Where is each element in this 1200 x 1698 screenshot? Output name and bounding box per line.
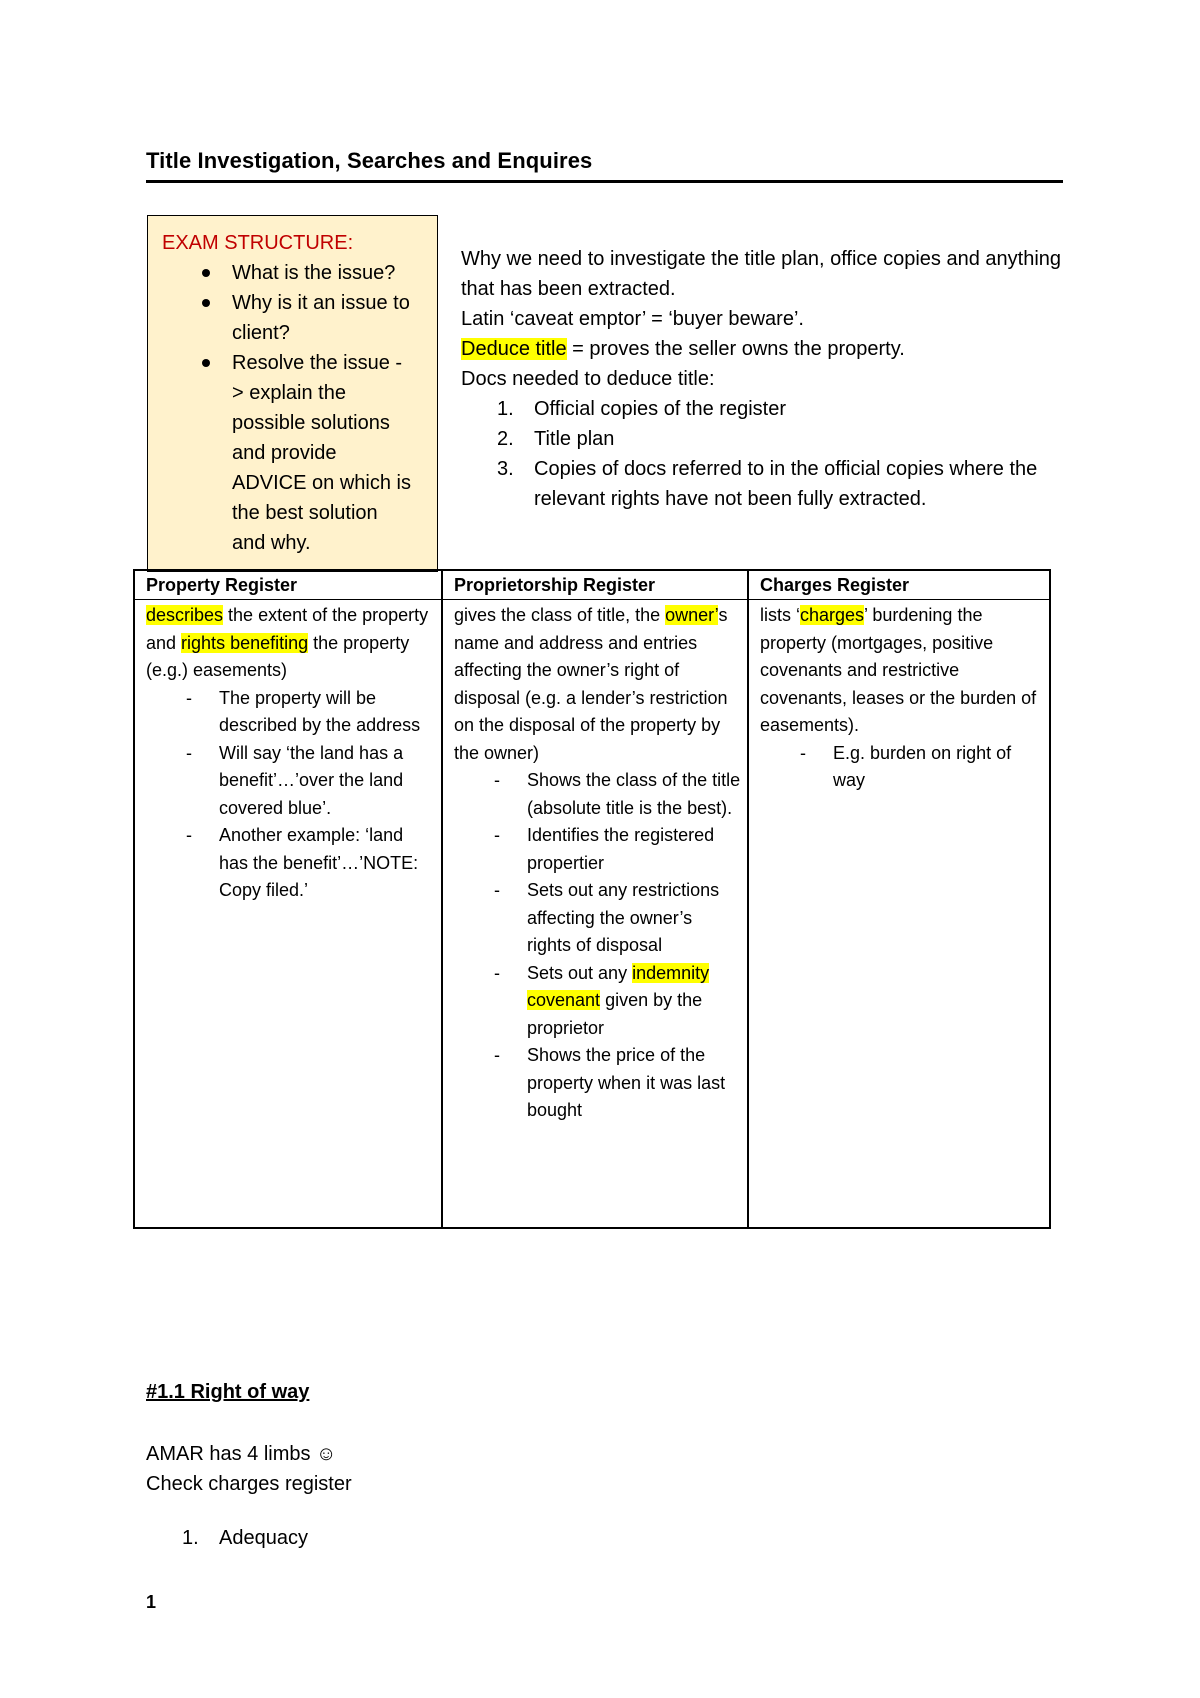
numbered-list	[182, 1527, 308, 1550]
highlight: charges	[800, 605, 865, 625]
column-header: Property Register	[135, 571, 441, 600]
exam-structure-heading: EXAM STRUCTURE:	[162, 232, 354, 254]
section-heading: #1.1 Right of way	[146, 1381, 310, 1403]
bullet-list	[454, 767, 741, 1125]
list-item: - Will say ‘the land has a benefit’…’over the land covered blue’.	[146, 740, 435, 823]
why-investigate-text	[461, 244, 1081, 514]
list-item: - Sets out any restrictions affecting the owner’s rights of disposal	[454, 877, 741, 960]
registers-table	[133, 569, 1051, 1229]
list-item: - Identifies the registered propertier	[454, 822, 741, 877]
list-item: Why is it an issue to client?	[162, 288, 412, 348]
list-item: - Another example: ‘land has the benefit’…’NOTE: Copy filed.’	[146, 822, 435, 905]
list-item: Resolve the issue -> explain the possible solutions and provide ADVICE on which is the best solution and why.	[162, 348, 412, 558]
column-body	[749, 600, 1049, 795]
column-header: Proprietorship Register	[443, 571, 747, 600]
column-body	[443, 600, 747, 1125]
item-text: Sets out any	[527, 962, 633, 983]
highlight: indemnity covenant	[527, 962, 710, 1010]
highlight: describes	[146, 605, 224, 625]
list-number: 1.	[182, 1527, 199, 1549]
list-item	[461, 394, 1081, 424]
page-number: 1	[146, 1592, 157, 1612]
docs-intro: Docs needed to deduce title:	[461, 368, 715, 390]
list-text: Adequacy	[219, 1527, 308, 1549]
intro-text: the property (e.g.) easements)	[146, 632, 410, 680]
bullet-list	[146, 685, 435, 905]
page-title: Title Investigation, Searches and Enquires	[146, 148, 593, 173]
deduce-title-definition: = proves the seller owns the property.	[566, 338, 905, 360]
why-line-1: Why we need to investigate the title plan, office copies and anything that has been extracted.	[461, 248, 1062, 300]
highlight: Deduce title	[461, 338, 567, 360]
list-text: Title plan	[534, 428, 615, 450]
intro-text: the extent of the property and	[146, 605, 429, 653]
list-number: 3.	[497, 458, 514, 480]
list-text: Official copies of the register	[534, 398, 786, 420]
list-item: What is the issue?	[162, 258, 412, 288]
list-number: 1.	[497, 398, 514, 420]
intro-text: s name and address and entries affecting the owner’s right of disposal (e.g. a lender’s restriction on the disposal of the property by the owner)	[454, 605, 728, 763]
charges-register-column	[747, 571, 1049, 1227]
list-item: - The property will be described by the address	[146, 685, 435, 740]
amar-line: AMAR has 4 limbs ☺	[146, 1443, 337, 1465]
intro-text: ’ burdening the property (mortgages, positive covenants and restrictive covenants, leases or the burden of easements).	[760, 605, 1037, 735]
column-header: Charges Register	[749, 571, 1049, 600]
proprietorship-register-column	[441, 571, 747, 1227]
column-intro	[760, 602, 1043, 740]
list-item: - E.g. burden on right of way	[760, 740, 1043, 795]
docs-list	[461, 394, 1081, 514]
column-intro	[454, 602, 741, 767]
list-text: Copies of docs referred to in the official copies where the relevant rights have not been fully extracted.	[534, 458, 1038, 510]
intro-text: gives the class of title, the	[454, 605, 666, 625]
exam-structure-list	[162, 258, 437, 558]
check-charges-line: Check charges register	[146, 1473, 352, 1495]
list-item	[454, 960, 741, 1043]
list-item: - Shows the class of the title (absolute title is the best).	[454, 767, 741, 822]
property-register-column	[135, 571, 441, 1227]
item-text: given by the proprietor	[527, 990, 703, 1038]
column-intro	[146, 602, 435, 685]
list-number: 2.	[497, 428, 514, 450]
intro-text: lists ‘	[760, 605, 800, 625]
exam-structure-box	[147, 215, 438, 572]
section-text	[146, 1439, 352, 1499]
highlight: rights benefiting	[181, 632, 309, 653]
list-item	[461, 454, 1081, 514]
deduce-title-line	[461, 334, 1081, 364]
highlight: owner’	[665, 605, 719, 625]
list-item	[461, 424, 1081, 454]
column-body	[135, 600, 441, 905]
list-item: - Shows the price of the property when it was last bought	[454, 1042, 741, 1125]
bullet-list	[760, 740, 1043, 795]
title-underline	[146, 180, 1063, 183]
why-line-2: Latin ‘caveat emptor’ = ‘buyer beware’.	[461, 308, 804, 330]
